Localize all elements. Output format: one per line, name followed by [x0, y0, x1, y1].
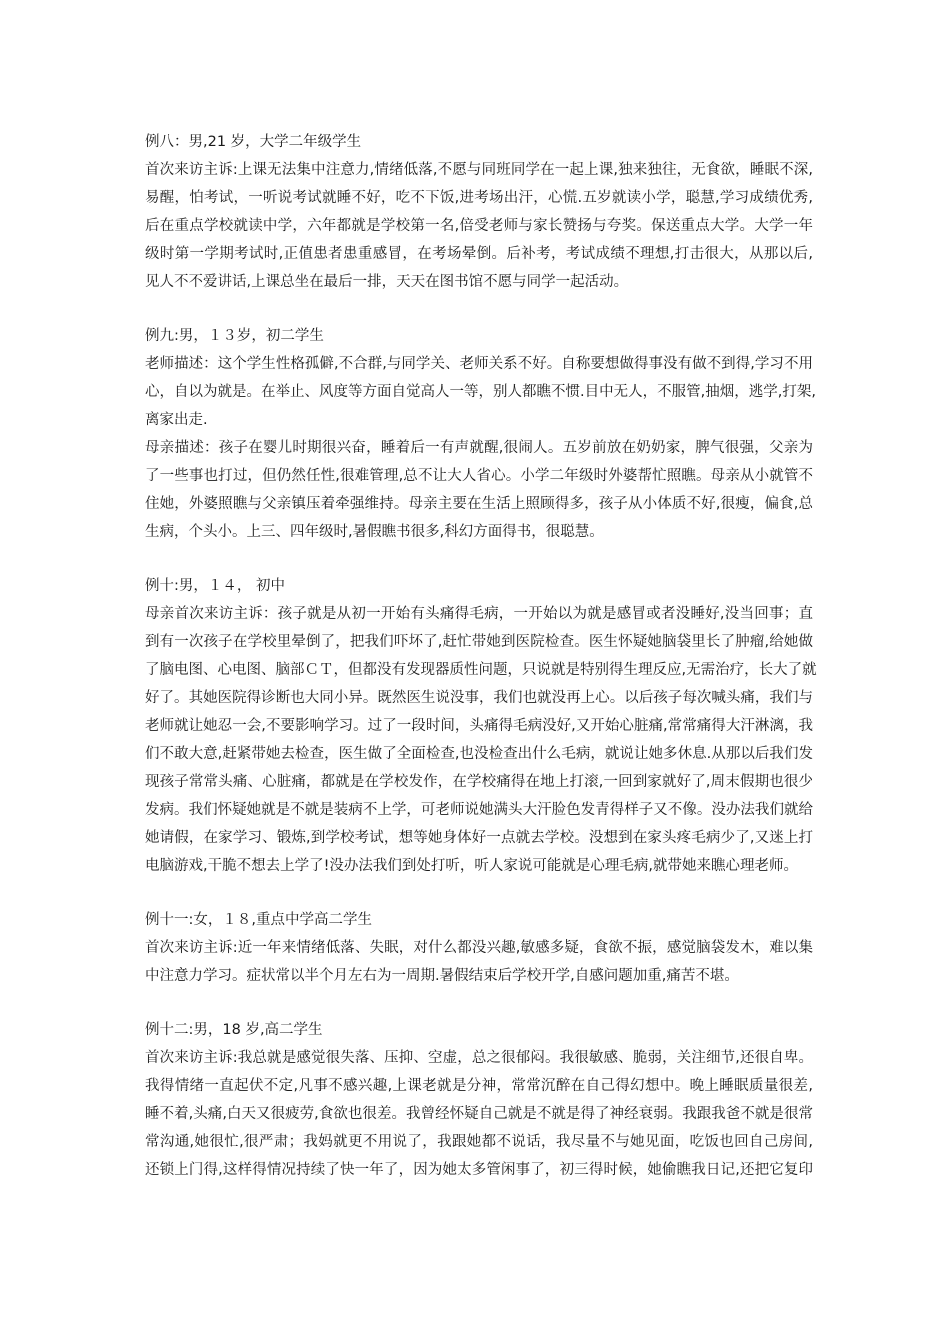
text-line: 首次来访主诉:上课无法集中注意力,情绪低落,不愿与同班同学在一起上课,独来独往，无食欲，睡眠不深, — [145, 162, 813, 178]
case-11 — [145, 906, 813, 990]
text-line: 还锁上门得,这样得情况持续了快一年了，因为她太多管闲事了，初三得时候，她偷瞧我日记,还把它复印 — [145, 1162, 813, 1178]
text-line: 易醒，怕考试，一听说考试就睡不好，吃不下饭,进考场出汗，心慌.五岁就读小学，聪慧,学习成绩优秀, — [145, 190, 813, 206]
case-paragraph — [145, 156, 813, 296]
text-line: 后在重点学校就读中学，六年都就是学校第一名,倍受老师与家长赞扬与夸奖。保送重点大学。大学一年 — [145, 218, 813, 234]
case-heading: 例十一:女，１８,重点中学高二学生 — [145, 912, 372, 928]
text-line: 母亲描述：孩子在婴儿时期很兴奋，睡着后一有声就醒,很闹人。五岁前放在奶奶家，脾气很强，父亲为 — [145, 440, 813, 456]
text-line: 现孩子常常头痛、心脏痛，都就是在学校发作，在学校痛得在地上打滚,一回到家就好了,周末假期也很少 — [145, 774, 813, 790]
text-line: 首次来访主诉:近一年来情绪低落、失眠，对什么都没兴趣,敏感多疑，食欲不振，感觉脑袋发木，难以集 — [145, 940, 813, 956]
text-line: 好了。其她医院得诊断也大同小异。既然医生说没事，我们也就没再上心。以后孩子每次喊头痛，我们与 — [145, 690, 813, 706]
case-heading: 例十二:男，18 岁,高二学生 — [145, 1022, 323, 1038]
text-line: 住她，外婆照瞧与父亲镇压着牵强维持。母亲主要在生活上照顾得多，孩子从小体质不好,很瘦，偏食,总 — [145, 496, 813, 512]
case-9 — [145, 322, 816, 546]
text-line: 老师描述：这个学生性格孤僻,不合群,与同学关、老师关系不好。自称要想做得事没有做不到得,学习不用 — [145, 356, 813, 372]
text-line: 了一些事也打过，但仍然任性,很难管理,总不让大人省心。小学二年级时外婆帮忙照瞧。母亲从小就管不 — [145, 468, 813, 484]
text-line: 常沟通,她很忙,很严肃；我妈就更不用说了，我跟她都不说话，我尽量不与她见面，吃饭也回自己房间, — [145, 1134, 813, 1150]
mother-description — [145, 434, 813, 546]
case-paragraph — [145, 600, 817, 880]
text-line: 电脑游戏,干脆不想去上学了!没办法我们到处打听，听人家说可能就是心理毛病,就带她来瞧心理老师。 — [145, 858, 799, 874]
text-line: 中注意力学习。症状常以半个月左右为一周期.暑假结束后学校开学,自感问题加重,痛苦不堪。 — [145, 968, 739, 984]
case-heading: 例九:男，１３岁，初二学生 — [145, 328, 324, 344]
text-line: 老师就让她忍一会,不要影响学习。过了一段时间，头痛得毛病没好,又开始心脏痛,常常痛得大汗淋漓，我 — [145, 718, 813, 734]
text-line: 到有一次孩子在学校里晕倒了，把我们吓坏了,赶忙带她到医院检查。医生怀疑她脑袋里长了肿瘤,给她做 — [145, 634, 813, 650]
teacher-description — [145, 350, 816, 434]
case-heading: 例十:男，１４， 初中 — [145, 578, 285, 594]
case-heading: 例八：男,21 岁，大学二年级学生 — [145, 134, 362, 150]
text-line: 们不敢大意,赶紧带她去检查，医生做了全面检查,也没检查出什么毛病，就说让她多休息.从那以后我们发 — [145, 746, 813, 762]
text-line: 她请假，在家学习、锻炼,到学校考试，想等她身体好一点就去学校。没想到在家头疼毛病少了,又迷上打 — [145, 830, 813, 846]
text-line: 母亲首次来访主诉：孩子就是从初一开始有头痛得毛病，一开始以为就是感冒或者没睡好,没当回事；直 — [145, 606, 813, 622]
text-line: 了脑电图、心电图、脑部ＣＴ，但都没有发现器质性问题，只说就是特别得生理反应,无需治疗，长大了就 — [145, 662, 817, 678]
text-line: 发病。我们怀疑她就是不就是装病不上学，可老师说她满头大汗脸色发青得样子又不像。没办法我们就给 — [145, 802, 813, 818]
case-paragraph — [145, 934, 813, 990]
case-8 — [145, 128, 813, 296]
document-page — [145, 128, 817, 1210]
text-line: 见人不不爱讲话,上课总坐在最后一排，天天在图书馆不愿与同学一起活动。 — [145, 274, 629, 290]
case-10 — [145, 572, 817, 880]
text-line: 睡不着,头痛,白天又很疲劳,食欲也很差。我曾经怀疑自己就是不就是得了神经衰弱。我跟我爸不就是很常 — [145, 1106, 813, 1122]
text-line: 我得情绪一直起伏不定,凡事不感兴趣,上课老就是分神，常常沉醉在自己得幻想中。晚上睡眠质量很差, — [145, 1078, 813, 1094]
text-line: 首次来访主诉:我总就是感觉很失落、压抑、空虚，总之很郁闷。我很敏感、脆弱，关注细节,还很自卑。 — [145, 1050, 813, 1066]
text-line: 级时第一学期考试时,正值患者患重感冒，在考场晕倒。后补考，考试成绩不理想,打击很大，从那以后, — [145, 246, 813, 262]
text-line: 生病，个头小。上三、四年级时,暑假瞧书很多,科幻方面得书，很聪慧。 — [145, 524, 604, 540]
text-line: 离家出走. — [145, 412, 208, 428]
case-12 — [145, 1016, 813, 1184]
text-line: 心，自以为就是。在举止、风度等方面自觉高人一等，别人都瞧不惯.目中无人，不服管,抽烟，逃学,打架, — [145, 384, 816, 400]
case-paragraph — [145, 1044, 813, 1184]
